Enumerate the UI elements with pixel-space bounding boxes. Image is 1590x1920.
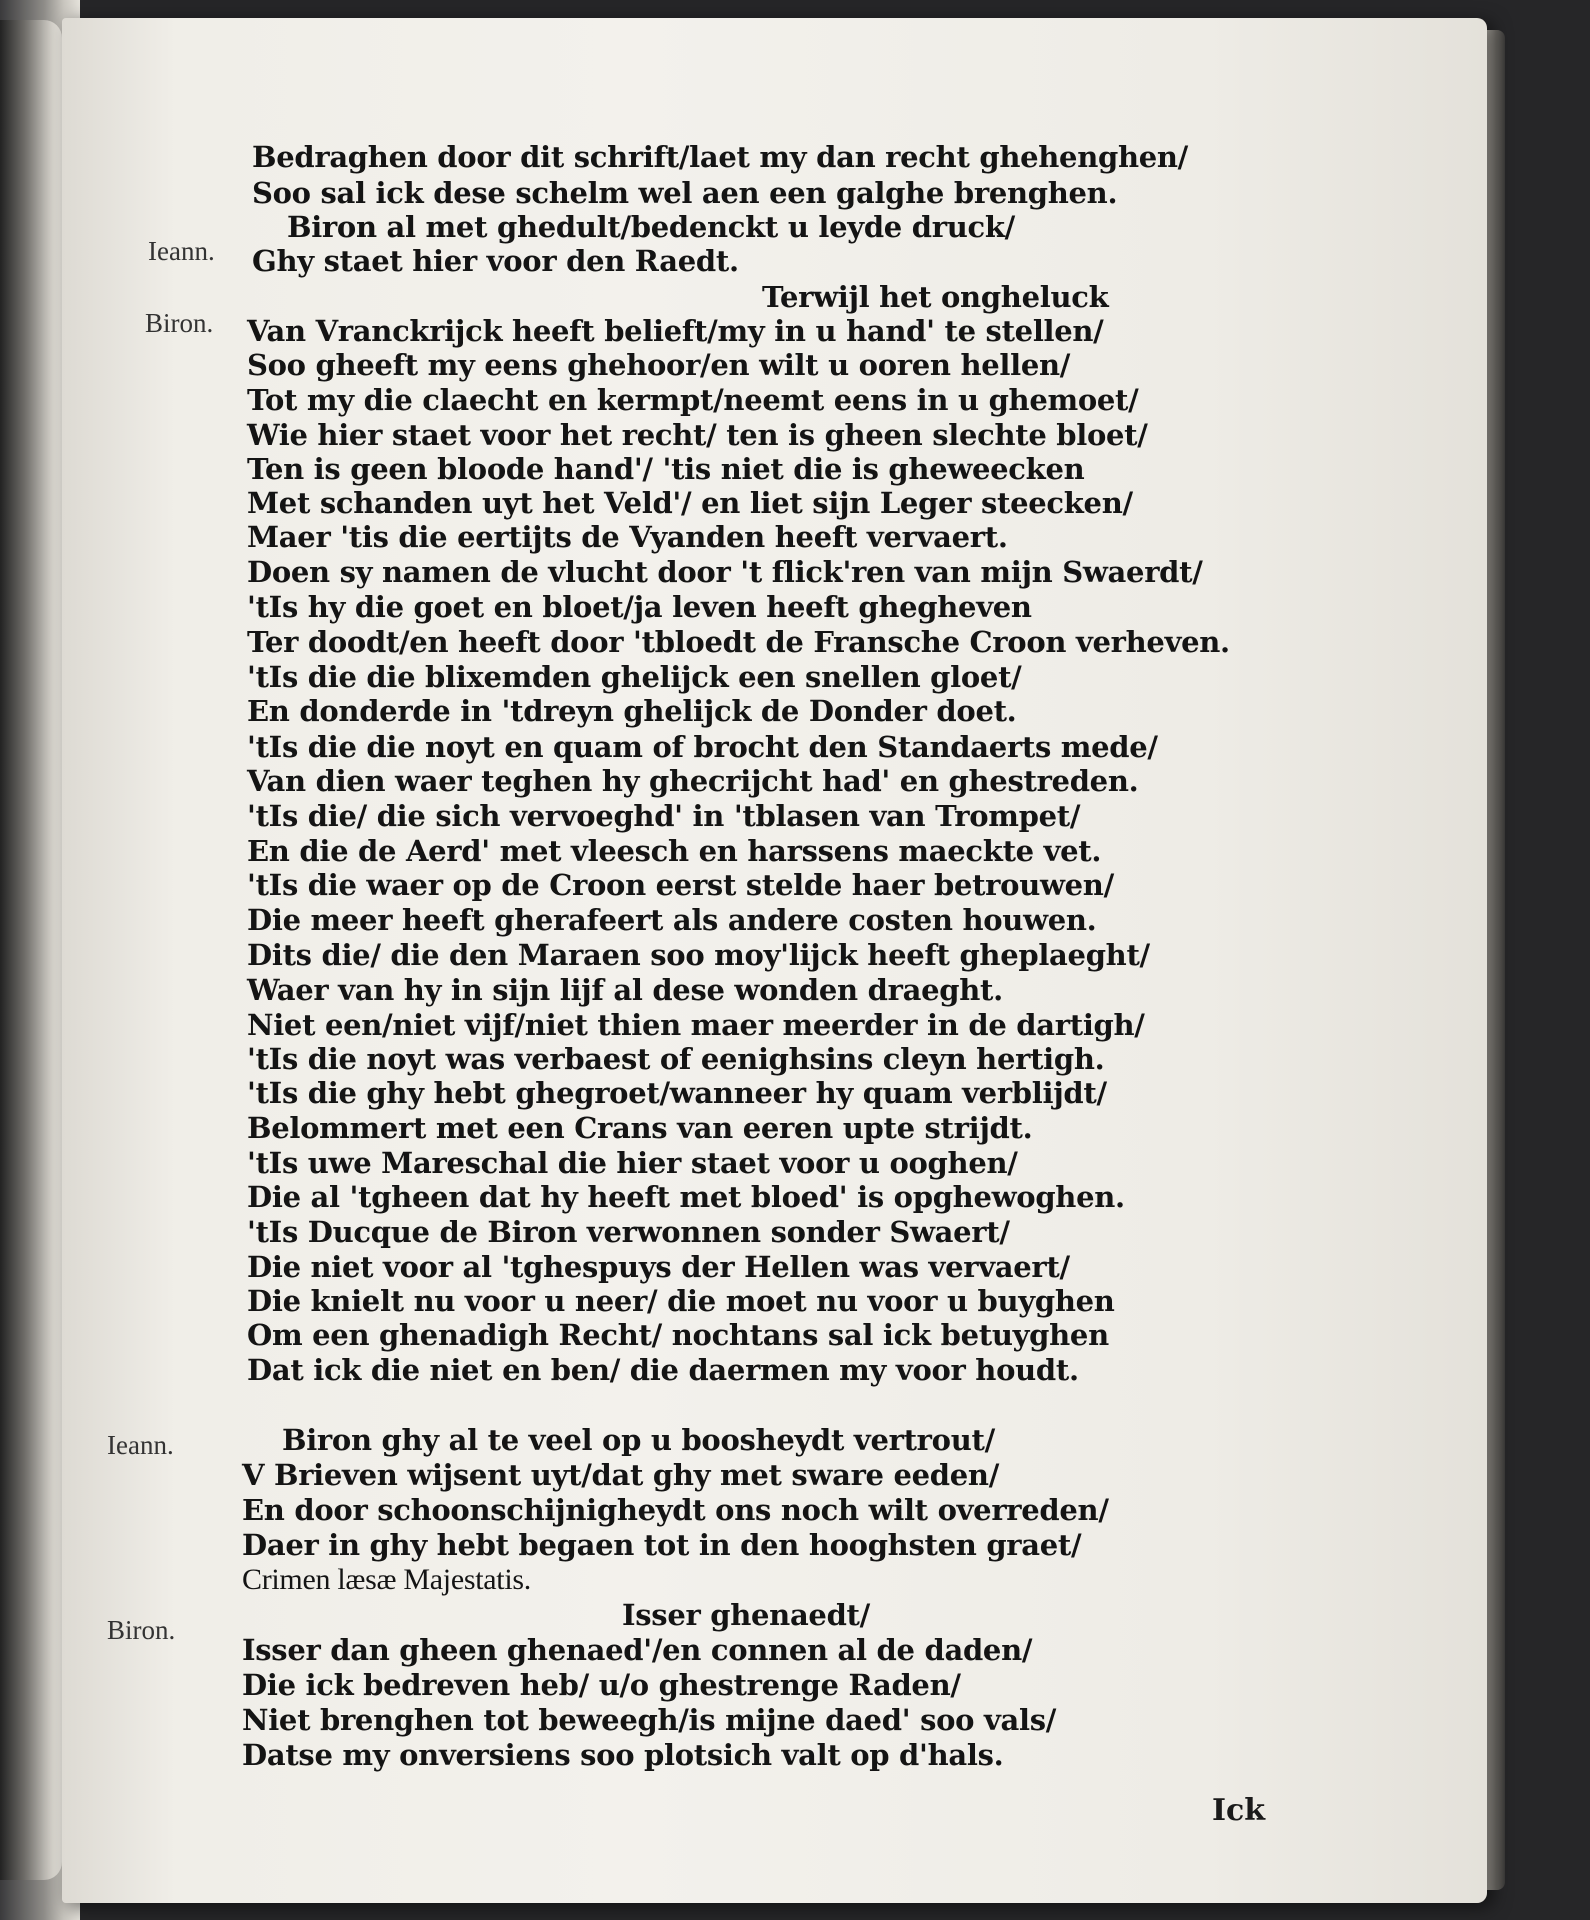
left-page-edge <box>0 20 62 1880</box>
verse-line: Die knielt nu voor u neer/ die moet nu voor u buyghen <box>247 1284 1115 1318</box>
verse-line-latin: Crimen læsæ Majestatis. <box>242 1563 531 1596</box>
verse-line: Tot my die claecht en kermpt/neemt eens in u ghemoet/ <box>247 383 1139 417</box>
verse-line: Doen sy namen de vlucht door 't flick'ren van mijn Swaerdt/ <box>247 555 1203 589</box>
verse-line: Soo gheeft my eens ghehoor/en wilt u ooren hellen/ <box>247 348 1071 382</box>
speaker-label: Ieann. <box>148 236 215 266</box>
verse-line: Datse my onversiens soo plotsich valt op d'hals. <box>242 1738 1004 1772</box>
verse-line: Maer 'tis die eertijts de Vyanden heeft vervaert. <box>247 520 1008 554</box>
verse-line: En door schoonschijnigheydt ons noch wilt overreden/ <box>242 1493 1109 1527</box>
verse-line: Die meer heeft gherafeert als andere costen houwen. <box>247 903 1097 937</box>
verse-line: Met schanden uyt het Veld'/ en liet sijn Leger steecken/ <box>247 486 1133 520</box>
verse-line: 'tIs die waer op de Croon eerst stelde haer betrouwen/ <box>247 868 1114 902</box>
verse-line: V Brieven wijsent uyt/dat ghy met sware eeden/ <box>242 1458 999 1492</box>
verse-line: Niet een/niet vijf/niet thien maer meerder in de dartigh/ <box>247 1008 1145 1042</box>
verse-line: Bedraghen door dit schrift/laet my dan recht ghehenghen/ <box>252 140 1188 174</box>
verse-line: Soo sal ick dese schelm wel aen een galghe brenghen. <box>252 176 1118 210</box>
verse-line: Isser ghenaedt/ <box>622 1598 870 1632</box>
verse-line: 'tIs die ghy hebt ghegroet/wanneer hy quam verblijdt/ <box>247 1076 1107 1110</box>
verse-line: Wie hier staet voor het recht/ ten is gheen slechte bloet/ <box>247 418 1148 452</box>
verse-line: Om een ghenadigh Recht/ nochtans sal ick betuyghen <box>247 1318 1109 1352</box>
verse-line: Dits die/ die den Maraen soo moy'lijck heeft gheplaeght/ <box>247 938 1150 972</box>
book-page <box>62 18 1487 1903</box>
speaker-label: Biron. <box>107 1615 176 1645</box>
verse-line: 'tIs die/ die sich vervoeghd' in 'tblasen van Trompet/ <box>247 799 1081 833</box>
verse-line: Waer van hy in sijn lijf al dese wonden draeght. <box>247 973 1003 1007</box>
verse-line: Biron ghy al te veel op u boosheydt vertrout/ <box>282 1423 995 1457</box>
verse-line: Niet brenghen tot beweegh/is mijne daed' soo vals/ <box>242 1703 1057 1737</box>
right-page-edges <box>1487 30 1505 1890</box>
verse-line: Terwijl het ongheluck <box>762 280 1109 314</box>
verse-line: Ghy staet hier voor den Raedt. <box>252 244 739 278</box>
verse-line: 'tIs Ducque de Biron verwonnen sonder Swaert/ <box>247 1215 1010 1249</box>
speaker-label: Ieann. <box>107 1430 174 1460</box>
verse-line: 'tIs die noyt was verbaest of eenighsins cleyn hertigh. <box>247 1042 1105 1076</box>
verse-line: Daer in ghy hebt begaen tot in den hooghsten graet/ <box>242 1528 1082 1562</box>
verse-line: En donderde in 'tdreyn ghelijck de Donder doet. <box>247 694 1017 728</box>
verse-line: Van Vranckrijck heeft belieft/my in u hand' te stellen/ <box>247 314 1104 348</box>
verse-line: 'tIs hy die goet en bloet/ja leven heeft ghegheven <box>247 590 1032 624</box>
verse-line: Dat ick die niet en ben/ die daermen my voor houdt. <box>247 1353 1079 1387</box>
verse-line: Van dien waer teghen hy ghecrijcht had' en ghestreden. <box>247 764 1139 798</box>
verse-line: 'tIs uwe Mareschal die hier staet voor u ooghen/ <box>247 1146 1018 1180</box>
verse-line: Ter doodt/en heeft door 'tbloedt de Fransche Croon verheven. <box>247 625 1230 659</box>
speaker-label: Biron. <box>145 308 214 338</box>
verse-line: Die ick bedreven heb/ u/o ghestrenge Raden/ <box>242 1668 961 1702</box>
verse-line: Ten is geen bloode hand'/ 'tis niet die is gheweecken <box>247 452 1085 486</box>
verse-line: Biron al met ghedult/bedenckt u leyde druck/ <box>287 210 1015 244</box>
verse-line: Belommert met een Crans van eeren upte strijdt. <box>247 1111 1033 1145</box>
catchword: Ick <box>1212 1793 1266 1828</box>
verse-line: Isser dan gheen ghenaed'/en connen al de daden/ <box>242 1633 1033 1667</box>
verse-line: 'tIs die die blixemden ghelijck een snellen gloet/ <box>247 660 1022 694</box>
verse-text <box>62 18 1487 1903</box>
verse-line: Die al 'tgheen dat hy heeft met bloed' is opghewoghen. <box>247 1180 1125 1214</box>
verse-line: 'tIs die die noyt en quam of brocht den Standaerts mede/ <box>247 730 1158 764</box>
verse-line: En die de Aerd' met vleesch en harssens maeckte vet. <box>247 834 1102 868</box>
verse-line: Die niet voor al 'tghespuys der Hellen was vervaert/ <box>247 1250 1070 1284</box>
